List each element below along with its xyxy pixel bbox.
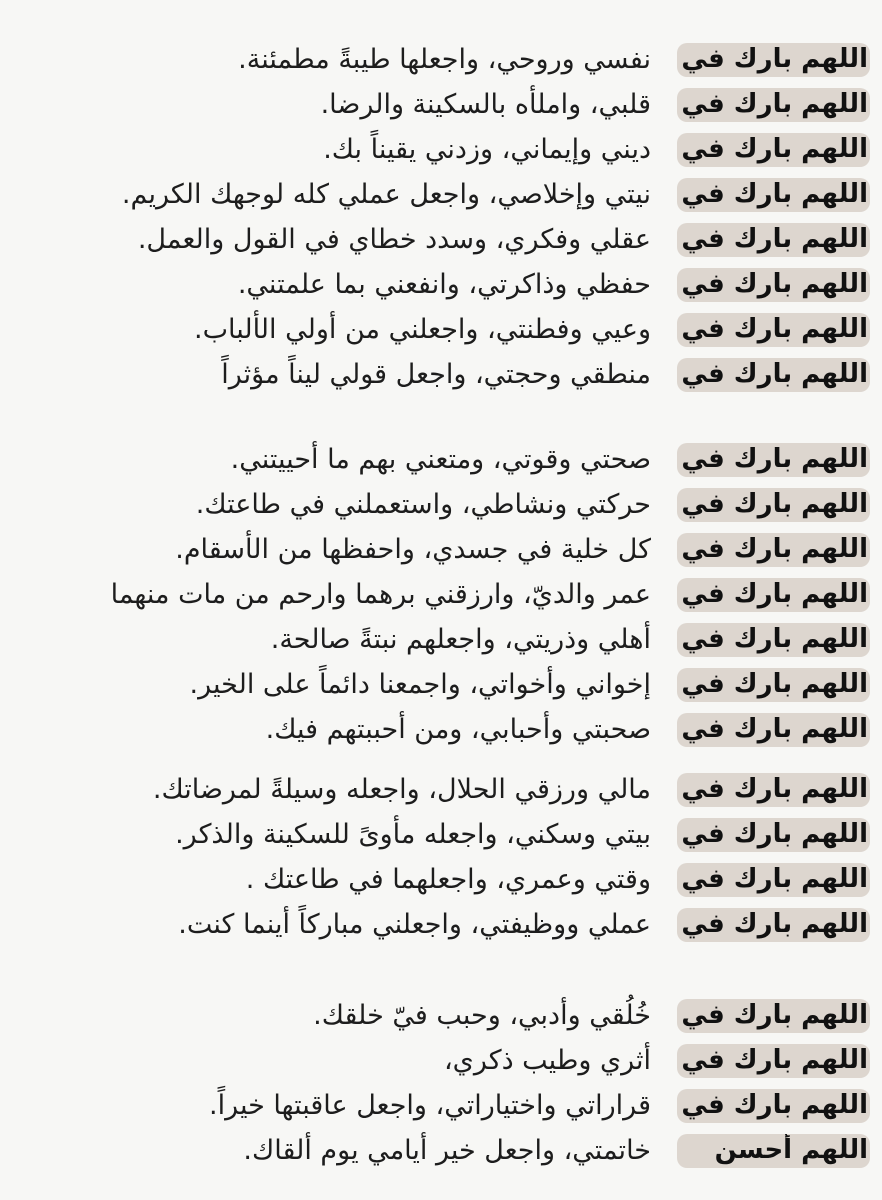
- dua-text: صحتي وقوتي، ومتعني بهم ما أحييتني.: [230, 444, 651, 475]
- dua-line: [0, 440, 882, 485]
- dua-group-1: [0, 40, 882, 400]
- dua-text: صحبتي وأحبابي، ومن أحببتهم فيك.: [265, 714, 651, 745]
- dua-prefix: اللهم بارك في: [677, 999, 870, 1033]
- dua-prefix: اللهم بارك في: [677, 223, 870, 257]
- dua-text: إخواني وأخواتي، واجمعنا دائماً على الخير.: [189, 669, 651, 700]
- dua-text: بيتي وسكني، واجعله مأوىً للسكينة والذكر.: [175, 819, 651, 850]
- dua-line: [0, 996, 882, 1041]
- dua-prefix: اللهم بارك في: [677, 443, 870, 477]
- dua-text: وقتي وعمري، واجعلهما في طاعتك .: [245, 864, 651, 895]
- dua-line: [0, 1041, 882, 1086]
- dua-prefix: اللهم أحسن: [677, 1134, 870, 1168]
- dua-line: [0, 905, 882, 950]
- dua-prefix: اللهم بارك في: [677, 818, 870, 852]
- dua-line: [0, 860, 882, 905]
- dua-text: كل خلية في جسدي، واحفظها من الأسقام.: [175, 534, 651, 565]
- dua-text: خُلُقي وأدبي، وحبب فيّ خلقك.: [313, 1000, 651, 1031]
- dua-group-3: [0, 770, 882, 950]
- dua-line: [0, 355, 882, 400]
- dua-line: [0, 710, 882, 755]
- dua-prefix: اللهم بارك في: [677, 313, 870, 347]
- dua-prefix: اللهم بارك في: [677, 578, 870, 612]
- dua-line: [0, 485, 882, 530]
- dua-prefix: اللهم بارك في: [677, 43, 870, 77]
- dua-text: ديني وإيماني، وزدني يقيناً بك.: [323, 134, 651, 165]
- dua-text: أهلي وذريتي، واجعلهم نبتةً صالحة.: [270, 624, 651, 655]
- dua-line: [0, 265, 882, 310]
- dua-line: [0, 575, 882, 620]
- dua-prefix: اللهم بارك في: [677, 1044, 870, 1078]
- dua-text: نفسي وروحي، واجعلها طيبةً مطمئنة.: [238, 44, 651, 75]
- dua-text: منطقي وحجتي، واجعل قولي ليناً مؤثراً: [221, 359, 651, 390]
- dua-line: [0, 530, 882, 575]
- dua-text: قلبي، واملأه بالسكينة والرضا.: [320, 89, 651, 120]
- dua-text: مالي ورزقي الحلال، واجعله وسيلةً لمرضاتك.: [152, 774, 651, 805]
- dua-line: [0, 665, 882, 710]
- dua-text: أثري وطيب ذكري،: [443, 1045, 651, 1076]
- dua-prefix: اللهم بارك في: [677, 668, 870, 702]
- dua-prefix: اللهم بارك في: [677, 908, 870, 942]
- dua-prefix: اللهم بارك في: [677, 533, 870, 567]
- dua-line: [0, 1086, 882, 1131]
- dua-line: [0, 85, 882, 130]
- dua-text: عقلي وفكري، وسدد خطاي في القول والعمل.: [137, 224, 651, 255]
- dua-line: [0, 40, 882, 85]
- dua-line: [0, 815, 882, 860]
- dua-text: عمر والديّ، وارزقني برهما وارحم من مات منهما: [110, 579, 651, 610]
- dua-prefix: اللهم بارك في: [677, 88, 870, 122]
- dua-text: عملي ووظيفتي، واجعلني مباركاً أينما كنت.: [178, 909, 651, 940]
- dua-prefix: اللهم بارك في: [677, 1089, 870, 1123]
- dua-prefix: اللهم بارك في: [677, 133, 870, 167]
- dua-line: [0, 220, 882, 265]
- dua-text: حركتي ونشاطي، واستعملني في طاعتك.: [195, 489, 651, 520]
- dua-prefix: اللهم بارك في: [677, 358, 870, 392]
- dua-prefix: اللهم بارك في: [677, 623, 870, 657]
- dua-prefix: اللهم بارك في: [677, 178, 870, 212]
- dua-prefix: اللهم بارك في: [677, 268, 870, 302]
- dua-prefix: اللهم بارك في: [677, 863, 870, 897]
- dua-text: حفظي وذاكرتي، وانفعني بما علمتني.: [237, 269, 651, 300]
- dua-line: [0, 130, 882, 175]
- dua-text: وعيي وفطنتي، واجعلني من أولي الألباب.: [193, 314, 651, 345]
- dua-prefix: اللهم بارك في: [677, 713, 870, 747]
- dua-line: [0, 620, 882, 665]
- dua-text: نيتي وإخلاصي، واجعل عملي كله لوجهك الكريم.: [121, 179, 651, 210]
- dua-text: قراراتي واختياراتي، واجعل عاقبتها خيراً.: [209, 1090, 651, 1121]
- dua-line: [0, 310, 882, 355]
- dua-prefix: اللهم بارك في: [677, 488, 870, 522]
- dua-text: خاتمتي، واجعل خير أيامي يوم ألقاك.: [243, 1135, 651, 1166]
- dua-group-4: [0, 996, 882, 1176]
- dua-line: [0, 175, 882, 220]
- dua-line: [0, 1131, 882, 1176]
- dua-group-2: [0, 440, 882, 755]
- dua-prefix: اللهم بارك في: [677, 773, 870, 807]
- dua-line: [0, 770, 882, 815]
